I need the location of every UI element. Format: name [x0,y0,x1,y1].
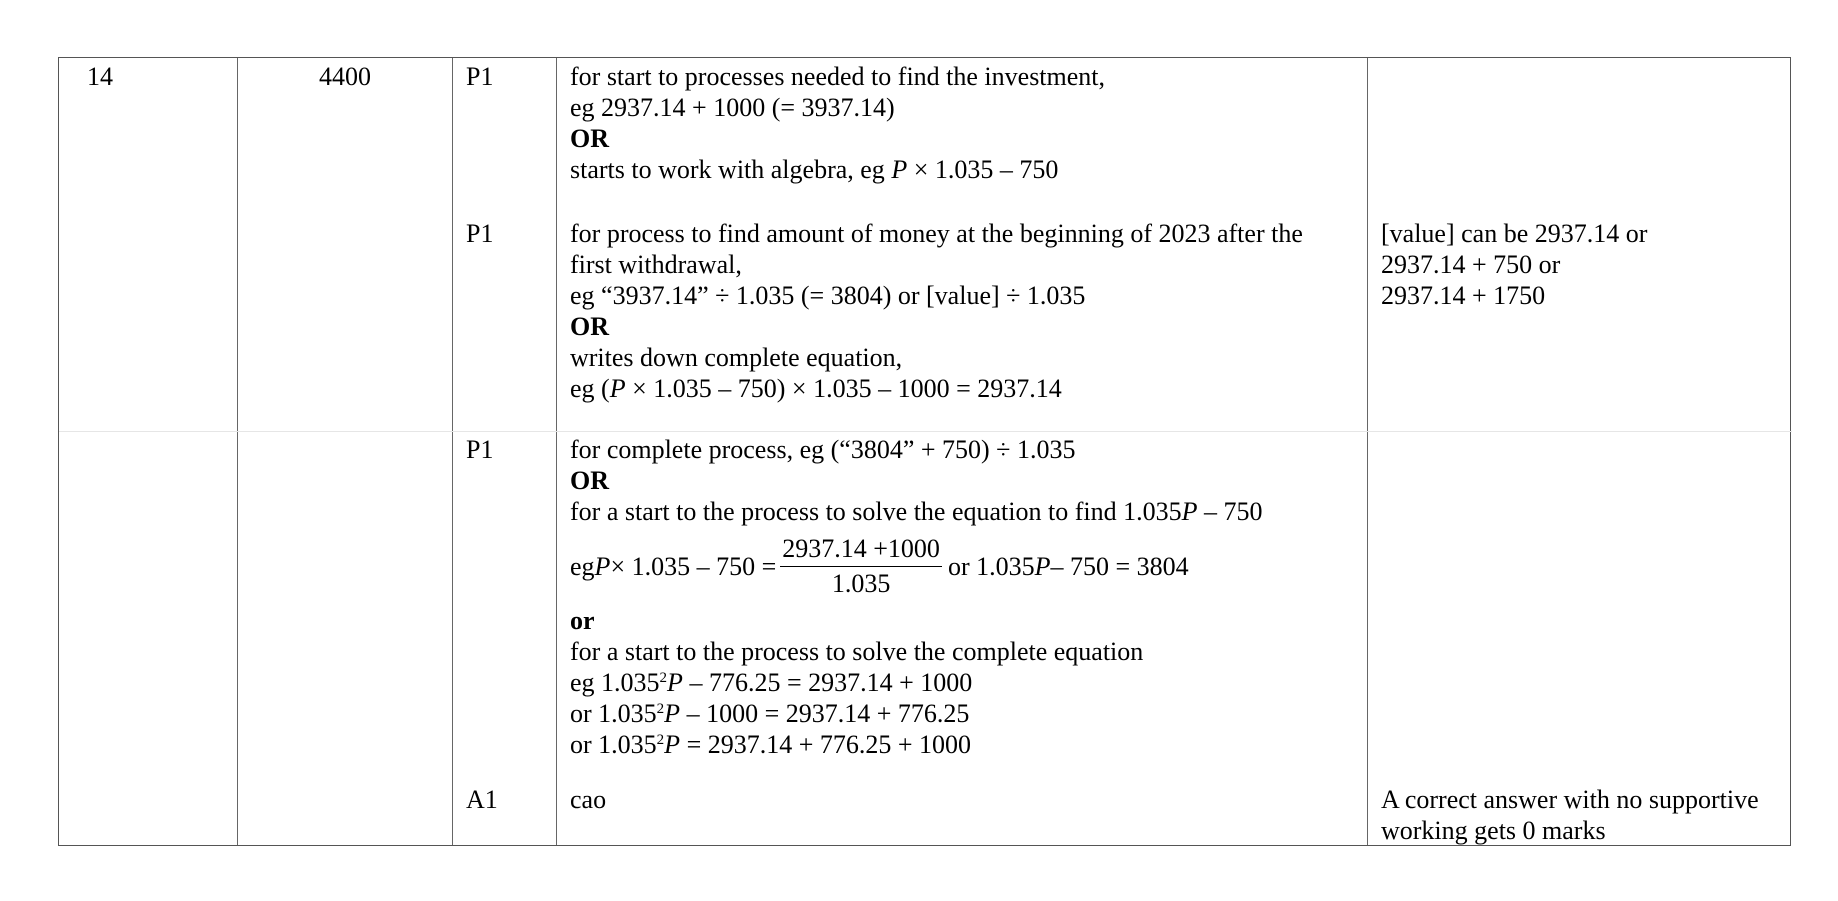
guidance-line: for a start to the process to solve the equation to find 1.035P – 750 [570,497,1263,526]
column-divider [556,58,557,845]
guidance-line: eg “3937.14” ÷ 1.035 (= 3804) or [value] ÷ 1.035 [570,281,1086,310]
guidance-line: eg (P × 1.035 – 750) × 1.035 – 1000 = 2937.14 [570,374,1062,403]
column-divider [237,58,238,845]
guidance-line: eg 1.035$^2$P – 776.25 = 2937.14 + 1000 [570,668,973,697]
mark-guidance [570,61,1105,185]
column-divider [452,58,453,845]
row-divider [59,431,1792,432]
or-label: OR [570,124,609,153]
mark-notes [1381,218,1647,311]
fraction-denominator: 1.035 [831,568,891,598]
guidance-line: starts to work with algebra, eg P × 1.035 – 750 [570,155,1059,184]
note-line: [value] can be 2937.14 or [1381,219,1648,248]
guidance-line: for process to find amount of money at the beginning of 2023 after the [570,219,1303,248]
fraction-numerator: 2937.14 +1000 [780,534,942,567]
guidance-line: or 1.035$^2$P – 1000 = 2937.14 + 776.25 [570,699,970,728]
mark-code: P1 [466,62,494,91]
or-label: OR [570,466,609,495]
guidance-line: first withdrawal, [570,250,742,279]
mark-code: P1 [466,435,494,464]
mark-notes [1381,784,1759,846]
mark-guidance [570,434,1262,760]
mark-guidance [570,784,606,815]
or-label: OR [570,312,609,341]
mark-guidance [570,218,1303,404]
guidance-line: cao [570,785,607,814]
guidance-line: for start to processes needed to find the investment, [570,62,1106,91]
guidance-line: for a start to the process to solve the complete equation [570,637,1144,666]
or-label: or [570,606,595,635]
column-divider [1367,58,1368,845]
guidance-line: writes down complete equation, [570,343,903,372]
equation-with-fraction: eg P × 1.035 – 750 = $\frac{2937.14 +1000}{1.035}$ or 1.035 P – 750 = 3804 [570,533,1189,598]
note-line: 2937.14 + 1750 [1381,281,1546,310]
note-line: A correct answer with no supportive [1381,785,1759,814]
guidance-line: eg 2937.14 + 1000 (= 3937.14) [570,93,895,122]
guidance-line: or $1.035^2P = 2937.14 + 776.25 + 1000$ [570,730,972,759]
note-line: working gets 0 marks [1381,816,1606,845]
answer-value: 4400 [319,62,371,91]
question-number: 14 [87,62,113,91]
guidance-line: for complete process, eg (“3804” + 750) ÷ 1.035 [570,435,1076,464]
mark-code: P1 [466,219,494,248]
mark-scheme-table [58,57,1791,846]
note-line: 2937.14 + 750 or [1381,250,1561,279]
fraction [780,534,942,599]
mark-code: A1 [466,785,498,814]
